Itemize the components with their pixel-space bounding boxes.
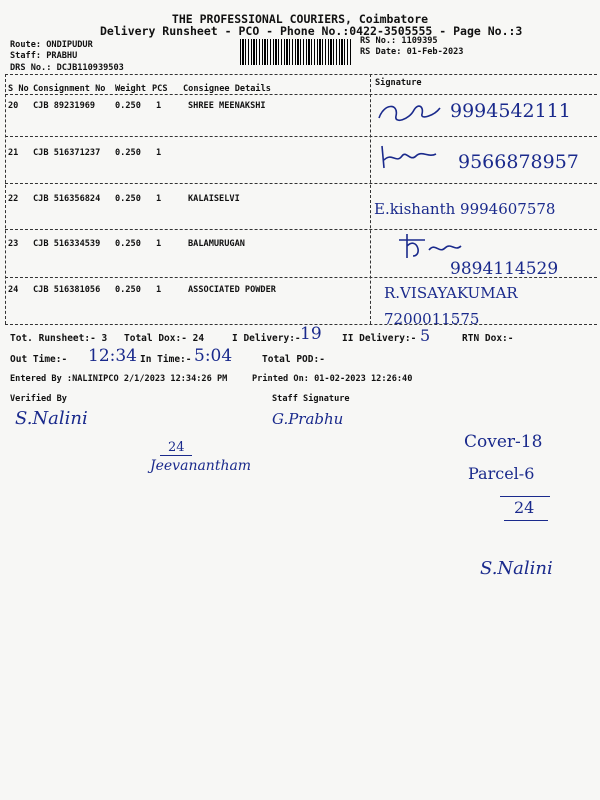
row-sno: 21 — [8, 148, 19, 158]
out-time-label: Out Time:- — [10, 354, 68, 365]
row-weight: 0.250 — [115, 101, 141, 111]
row-consignee: ASSOCIATED POWDER — [188, 285, 276, 295]
row-pcs: 1 — [156, 194, 162, 204]
staff-signature: G.Prabhu — [272, 410, 344, 428]
row-signature-phone: 9894114529 — [450, 259, 559, 279]
row-pcs: 1 — [156, 285, 162, 295]
col-consignment: Consignment No — [33, 84, 106, 94]
row-sno: 24 — [8, 285, 19, 295]
printed-on: Printed On: 01-02-2023 12:26:40 — [252, 374, 413, 384]
row-pcs: 1 — [156, 239, 162, 249]
row-consignment: CJB 516381056 — [33, 285, 101, 295]
table-header-border — [5, 94, 597, 95]
entered-by: Entered By :NALINIPCO 2/1/2023 12:34:26 PM — [10, 374, 228, 384]
row-consignment: CJB 89231969 — [33, 101, 96, 111]
staff-label: Staff: PRABHU — [10, 51, 78, 61]
row-consignment: CJB 516371237 — [33, 148, 101, 158]
col-sno: S No — [8, 84, 29, 94]
signature-scribble-20 — [374, 98, 444, 128]
parcel-count: Parcel-6 — [468, 464, 535, 483]
row-divider — [5, 183, 597, 184]
row-consignee: KALAISELVI — [188, 194, 240, 204]
total-underline-bottom — [504, 520, 548, 521]
signature-col-divider — [370, 74, 371, 324]
row-weight: 0.250 — [115, 285, 141, 295]
total-pod: Total POD:- — [262, 354, 325, 365]
company-title: THE PROFESSIONAL COURIERS, Coimbatore — [171, 12, 429, 26]
rtn-dox: RTN Dox:- — [462, 333, 514, 344]
out-time-value: 12:34 — [88, 346, 137, 366]
row-consignment: CJB 516356824 — [33, 194, 101, 204]
staff-signature-label: Staff Signature — [272, 394, 350, 404]
row-sno: 22 — [8, 194, 19, 204]
cover-count: Cover-18 — [464, 432, 543, 452]
signature-scribble-21 — [376, 142, 446, 172]
handwritten-24: 24 — [168, 440, 185, 455]
row-signature-phone: R.VISAYAKUMAR 7200011575 — [384, 284, 518, 328]
underline-stroke — [160, 455, 192, 456]
col-signature: Signature — [375, 78, 422, 88]
row-divider — [5, 136, 597, 137]
total-underline — [500, 496, 550, 497]
row-consignment: CJB 516334539 — [33, 239, 101, 249]
col-consignee: Consignee Details — [183, 84, 271, 94]
row-weight: 0.250 — [115, 148, 141, 158]
row-pcs: 1 — [156, 148, 162, 158]
row-divider — [5, 229, 597, 230]
row-weight: 0.250 — [115, 194, 141, 204]
runsheet-title: Delivery Runsheet - PCO - Phone No.:0422-3505555 - Page No.:3 — [100, 24, 523, 38]
in-time-value: 5:04 — [194, 346, 233, 366]
rs-date: RS Date: 01-Feb-2023 — [360, 47, 464, 57]
ii-delivery-label: II Delivery:- — [342, 333, 417, 344]
row-sno: 23 — [8, 239, 19, 249]
handwritten-name: Jeevanantham — [150, 458, 252, 474]
row-divider — [5, 277, 597, 278]
route-label: Route: ONDIPUDUR — [10, 40, 93, 50]
i-delivery-label: I Delivery:- — [232, 333, 301, 344]
row-signature-phone: 9994542111 — [450, 100, 571, 122]
row-pcs: 1 — [156, 101, 162, 111]
barcode-image — [240, 39, 352, 65]
ii-delivery-value: 5 — [420, 326, 431, 345]
total-dox: Total Dox:- 24 — [124, 333, 205, 344]
row-signature-phone: 9566878957 — [458, 151, 579, 173]
grand-total: 24 — [514, 498, 535, 517]
row-sno: 20 — [8, 101, 19, 111]
col-weight: Weight — [115, 84, 147, 94]
bottom-signature: S.Nalini — [480, 558, 553, 579]
verified-by-label: Verified By — [10, 394, 67, 404]
row-signature-phone: E.kishanth 9994607578 — [374, 200, 556, 218]
row-consignee: BALAMURUGAN — [188, 239, 245, 249]
col-pcs: PCS — [152, 84, 168, 94]
rs-number: RS No.: 1109395 — [360, 36, 438, 46]
row-weight: 0.250 — [115, 239, 141, 249]
verified-signature: S.Nalini — [15, 408, 88, 429]
drs-number: DRS No.: DCJB110939503 — [10, 63, 124, 73]
table-top-border — [5, 74, 597, 75]
table-left-border — [5, 74, 6, 324]
row-consignee: SHREE MEENAKSHI — [188, 101, 266, 111]
tot-runsheet: Tot. Runsheet:- 3 — [10, 333, 108, 344]
signature-scribble-23 — [395, 232, 465, 262]
i-delivery-value: 19 — [300, 324, 322, 344]
in-time-label: In Time:- — [140, 354, 192, 365]
